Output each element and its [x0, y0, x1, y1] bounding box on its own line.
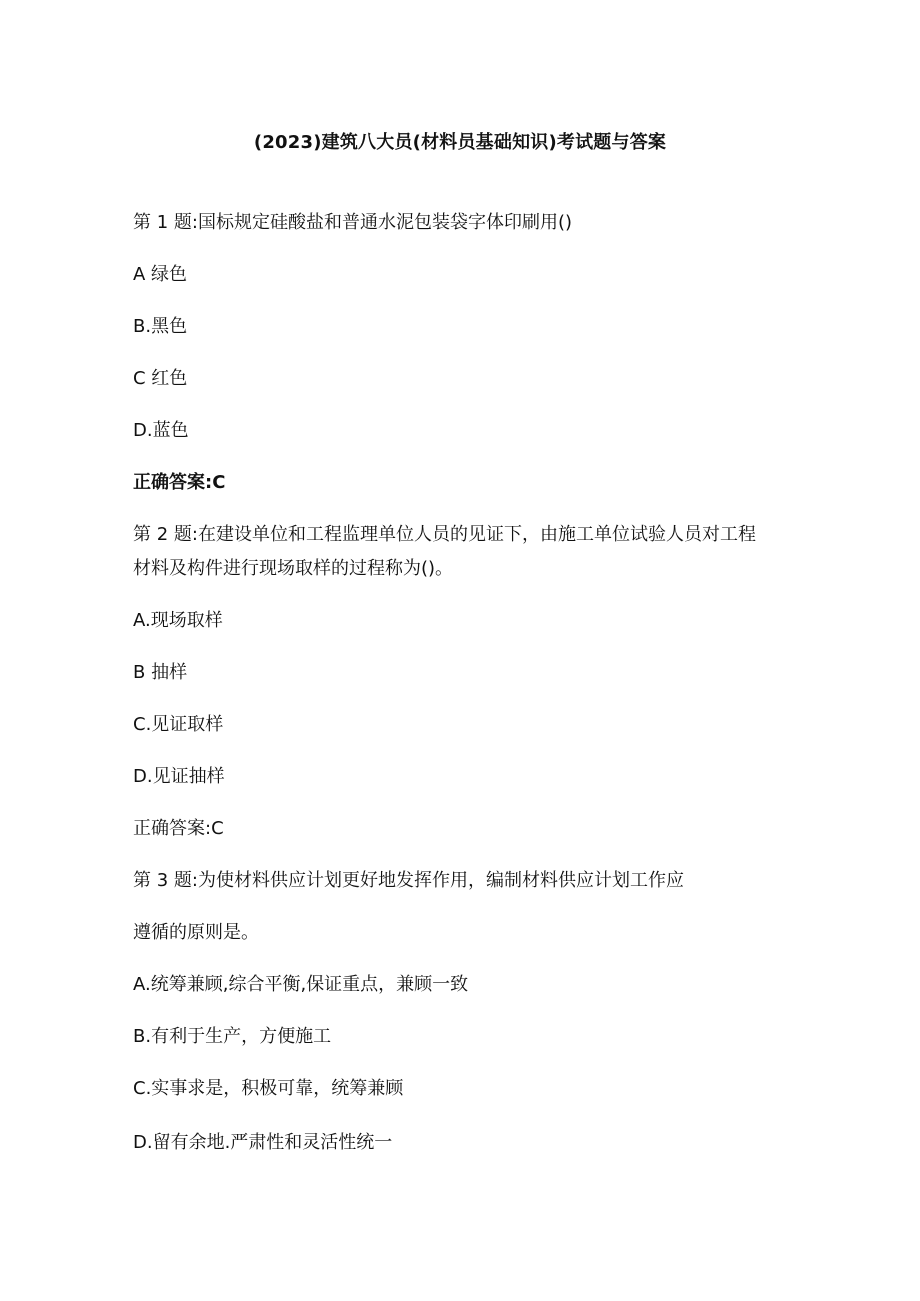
q3-option-a: A.统筹兼顾,综合平衡,保证重点，兼顾一致 [133, 974, 469, 995]
q2-answer: 正确答案:C [133, 818, 224, 839]
q3-option-d: D.留有余地.严肃性和灵活性统一 [133, 1132, 393, 1153]
document-title: (2023)建筑八大员(材料员基础知识)考试题与答案 [253, 132, 667, 153]
q3-option-c: C.实事求是，积极可靠，统筹兼顾 [133, 1078, 404, 1099]
q1-option-d: D.蓝色 [133, 420, 189, 441]
q1-option-c: C 红色 [133, 368, 188, 389]
q2-option-d: D.见证抽样 [133, 766, 225, 787]
q3-question-line2: 遵循的原则是。 [133, 922, 259, 943]
q2-option-b: B 抽样 [133, 662, 188, 683]
q2-question-line1: 第 2 题:在建设单位和工程监理单位人员的见证下，由施工单位试验人员对工程 [133, 524, 756, 545]
q1-option-b: B.黑色 [133, 316, 188, 337]
q3-option-b: B.有利于生产，方便施工 [133, 1026, 332, 1047]
q3-question-line1: 第 3 题:为使材料供应计划更好地发挥作用，编制材料供应计划工作应 [133, 870, 684, 891]
q1-answer: 正确答案:C [133, 472, 226, 493]
q2-option-a: A.现场取样 [133, 610, 223, 631]
q1-option-a: A 绿色 [133, 264, 188, 285]
q1-question: 第 1 题:国标规定硅酸盐和普通水泥包装袋字体印刷用() [133, 212, 573, 233]
q2-option-c: C.见证取样 [133, 714, 224, 735]
q2-question-line2: 材料及构件进行现场取样的过程称为()。 [133, 558, 454, 579]
